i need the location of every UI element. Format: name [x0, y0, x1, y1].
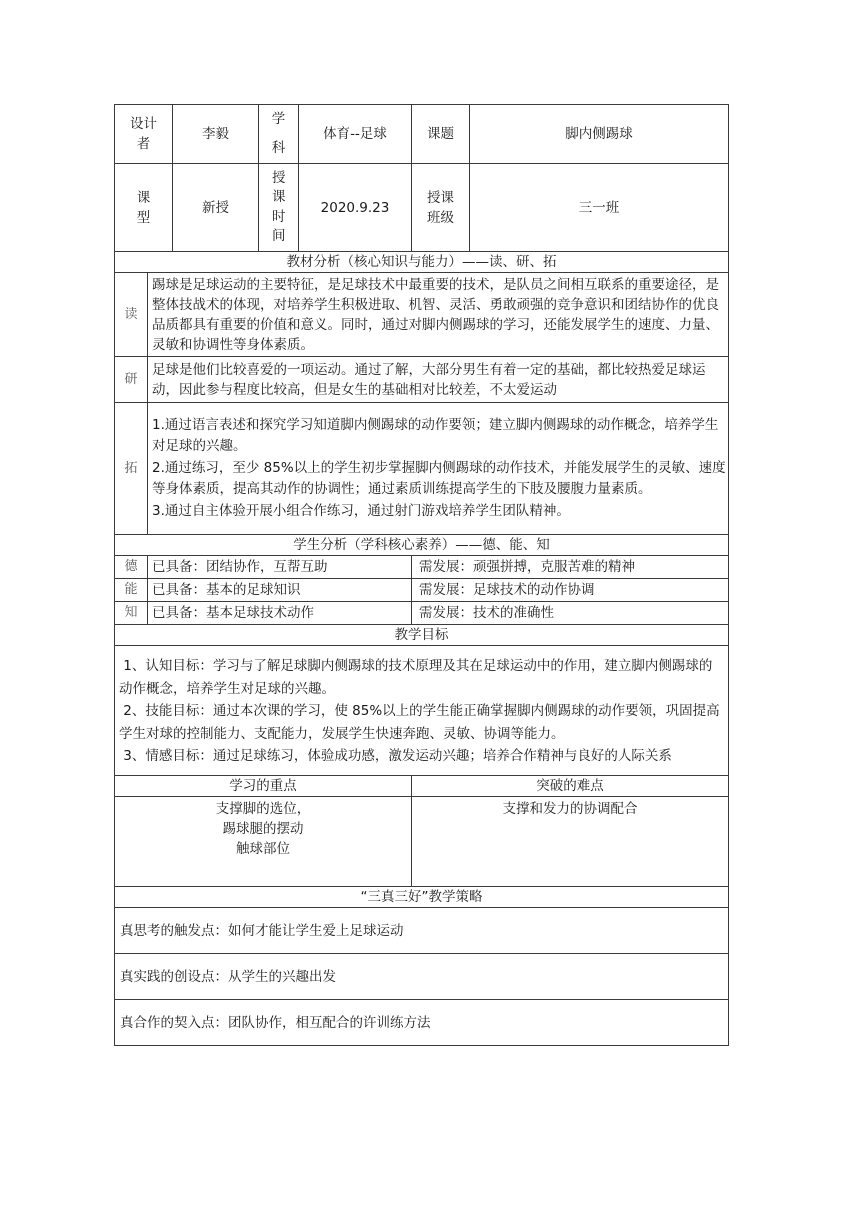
- extend-item: 1.通过语言表述和探究学习知道脚内侧踢球的动作要领；建立脚内侧踢球的动作概念，培养学生对足球的兴趣。: [152, 416, 719, 455]
- student-cat-virtue: 德: [115, 556, 148, 579]
- subject-value: 体育--足球: [299, 105, 412, 164]
- textbook-cat-extend: 拓: [115, 403, 148, 535]
- student-cat-knowledge: 知: [115, 602, 148, 625]
- designer-value: 李毅: [173, 105, 259, 164]
- lesson-type-label: 课型: [115, 164, 173, 252]
- difficulty-title: 突破的难点: [412, 776, 729, 797]
- focus-title: 学习的重点: [115, 776, 412, 797]
- goal-item: 1、认知目标：学习与了解足球脚内侧踢球的技术原理及其在足球运动中的作用，建立脚内侧踢球的动作概念，培养学生对足球的兴趣。: [119, 658, 713, 697]
- difficulty-content: 支撑和发力的协调配合: [412, 797, 729, 887]
- student-virtue-need: 需发展：顽强拼搏，克服苦难的精神: [412, 556, 729, 579]
- teaching-goals-text: [115, 646, 729, 776]
- designer-label: 设计者: [115, 105, 173, 164]
- class-label: 授课班级: [412, 164, 470, 252]
- focus-item: 触球部位: [236, 841, 290, 857]
- date-value: 2020.9.23: [299, 164, 412, 252]
- strategy-item: 真实践的创设点：从学生的兴趣出发: [115, 954, 729, 1000]
- textbook-read-text: 踢球是足球运动的主要特征，是足球技术中最重要的技术，是队员之间相互联系的重要途径，是整体技战术的体现，对培养学生积极进取、机智、灵活、勇敢顽强的竞争意识和团结协作的优良品质都具有重要的价值和意义。同时，通过对脚内侧踢球的学习，还能发展学生的速度、力量、灵敏和协调性等身体素质。: [148, 273, 729, 357]
- textbook-research-text: 足球是他们比较喜爱的一项运动。通过了解，大部分男生有着一定的基础，都比较热爱足球运动，因此参与程度比较高，但是女生的基础相对比较差，不太爱运动: [148, 357, 729, 403]
- goal-item: 3、情感目标：通过足球练习，体验成功感，激发运动兴趣；培养合作精神与良好的人际关系: [119, 748, 672, 765]
- student-virtue-has: 已具备：团结协作，互帮互助: [148, 556, 412, 579]
- strategy-item: 真思考的触发点：如何才能让学生爱上足球运动: [115, 908, 729, 954]
- focus-item: 支撑脚的选位，: [215, 801, 311, 817]
- teaching-goals-title: 教学目标: [115, 625, 729, 646]
- focus-content: [115, 797, 412, 887]
- textbook-analysis-title: 教材分析（核心知识与能力）——读、研、拓: [115, 252, 729, 273]
- textbook-extend-text: [148, 403, 729, 535]
- lesson-plan-table: [114, 104, 729, 1046]
- student-analysis-title: 学生分析（学科核心素养）——德、能、知: [115, 535, 729, 556]
- subject-label: 学科: [259, 105, 299, 164]
- goal-item: 2、技能目标：通过本次课的学习，使 85%以上的学生能正确掌握脚内侧踢球的动作要领，巩固提高学生对球的控制能力、支配能力，发展学生快速奔跑、灵敏、协调等能力。: [119, 703, 720, 742]
- topic-value: 脚内侧踢球: [470, 105, 729, 164]
- lesson-type-value: 新授: [173, 164, 259, 252]
- student-ability-need: 需发展：足球技术的动作协调: [412, 579, 729, 602]
- textbook-cat-read: 读: [115, 273, 148, 357]
- student-knowledge-need: 需发展：技术的准确性: [412, 602, 729, 625]
- date-label: 授课时间: [259, 164, 299, 252]
- focus-item: 踢球腿的摆动: [222, 821, 304, 837]
- student-cat-ability: 能: [115, 579, 148, 602]
- extend-item: 2.通过练习，至少 85%以上的学生初步掌握脚内侧踢球的动作技术，并能发展学生的灵敏、速度等身体素质，提高其动作的协调性；通过素质训练提高学生的下肢及腰腹力量素质。: [152, 459, 726, 498]
- textbook-cat-research: 研: [115, 357, 148, 403]
- class-value: 三一班: [470, 164, 729, 252]
- student-ability-has: 已具备：基本的足球知识: [148, 579, 412, 602]
- student-knowledge-has: 已具备：基本足球技术动作: [148, 602, 412, 625]
- extend-item: 3.通过自主体验开展小组合作练习，通过射门游戏培养学生团队精神。: [152, 502, 570, 519]
- lesson-plan: [114, 104, 728, 1046]
- strategy-item: 真合作的契入点：团队协作，相互配合的许训练方法: [115, 1000, 729, 1046]
- strategy-title: “三真三好”教学策略: [115, 887, 729, 908]
- topic-label: 课题: [412, 105, 470, 164]
